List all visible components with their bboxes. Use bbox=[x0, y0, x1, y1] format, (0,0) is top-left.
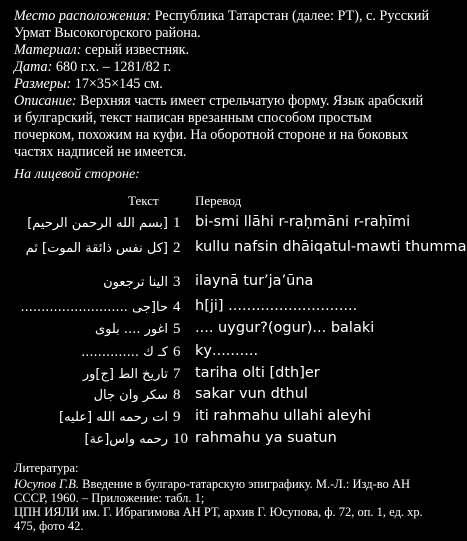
inscription-line-number: 2 bbox=[173, 240, 181, 256]
inscription-line-number: 7 bbox=[173, 366, 181, 382]
inscription-arabic-text: [بسم الله الرحمن الرحيم] bbox=[27, 216, 168, 231]
date-paragraph bbox=[14, 59, 430, 76]
material-label: Материал: bbox=[14, 42, 82, 58]
inscription-translation: iti rahmahu ullahi aleyhi bbox=[195, 408, 371, 424]
inscription-arabic-text: ات رحمه الله [عليه] bbox=[59, 410, 168, 425]
inscription-line-number: 8 bbox=[173, 387, 181, 403]
dimensions-text: 17×35×145 см. bbox=[74, 76, 163, 92]
inscription-translation: sakar vun dthul bbox=[195, 386, 308, 402]
date-text: 680 г.х. – 1281/82 г. bbox=[55, 59, 172, 75]
front-side-heading: На лицевой стороне: bbox=[14, 167, 140, 182]
literature-label: Литература: bbox=[14, 461, 79, 475]
inscription-line-number: 5 bbox=[173, 321, 181, 337]
column-header-text: Текст bbox=[128, 193, 159, 208]
inscription-translation: tariha olti [dth]er bbox=[195, 365, 320, 381]
date-label: Дата: bbox=[14, 59, 53, 75]
inscription-row bbox=[0, 272, 437, 296]
inscription-translation: ilaynā tur’ja’ūna bbox=[195, 273, 314, 289]
inscription-line-number: 9 bbox=[173, 409, 181, 425]
inscription-translation: kullu nafsin dhāiqatul-mawti thumma bbox=[195, 239, 467, 255]
dimensions-paragraph bbox=[14, 76, 430, 93]
material-paragraph bbox=[14, 42, 430, 59]
inscription-arabic-text: اغور .... بلوى bbox=[94, 322, 168, 337]
inscription-row bbox=[0, 238, 467, 262]
inscription-row bbox=[0, 407, 437, 431]
location-text: Республика Татарстан (далее: РТ), с. Русский Урмат Высокогорского района. bbox=[14, 8, 430, 41]
inscription-arabic-text: كـ ك .............. bbox=[81, 345, 168, 360]
inscription-translation: rahmahu ya suatun bbox=[195, 430, 337, 446]
inscription-translation: bi-smi llāhi r-raḥmāni r-raḥīmi bbox=[195, 214, 411, 230]
location-paragraph bbox=[14, 8, 430, 42]
literature-entry-2: ЦПН ИЯЛИ им. Г. Ибрагимова АН РТ, архив Г. Юсупова, ф. 72, оп. 1, ед. хр. 475, фото 42. bbox=[14, 505, 423, 533]
inscription-row bbox=[0, 385, 437, 409]
description-label: Описание: bbox=[14, 93, 77, 109]
literature-entry-1-author: Юсупов Г.В. bbox=[14, 477, 80, 491]
inscription-row bbox=[0, 319, 437, 343]
inscription-arabic-text: رحمه واس[عة] bbox=[84, 432, 168, 447]
inscription-line-number: 10 bbox=[173, 431, 188, 447]
literature-entry-1 bbox=[14, 477, 434, 505]
inscription-translation: .... uygur?(ogur)... balaki bbox=[195, 320, 375, 336]
inscription-line-number: 6 bbox=[173, 344, 181, 360]
literature-entry-1-text: Введение в булгаро-татарскую эпиграфику. М.-Л.: Изд-во АН СССР, 1960. – Приложение: табл. 1; bbox=[14, 477, 410, 505]
inscription-line-number: 1 bbox=[173, 215, 181, 231]
inscription-line-number: 4 bbox=[173, 299, 181, 315]
inscription-arabic-text: تاريخ الط [ج]ور bbox=[82, 367, 168, 382]
inscription-line-number: 3 bbox=[173, 274, 181, 290]
description-text: Верхняя часть имеет стрельчатую форму. Язык арабский и булгарский, текст написан врезанным способом простым почерком, похожим на куфи. На оборотной стороне и на боковых частях надписей не имеется. bbox=[14, 93, 424, 160]
description-paragraph bbox=[14, 93, 430, 161]
inscription-row bbox=[0, 429, 437, 453]
inscription-arabic-text: [كل نفس ذائقة الموت] ثم bbox=[25, 241, 168, 256]
inscription-arabic-text: حا[جى .......................... bbox=[20, 300, 168, 315]
column-header-translation: Перевод bbox=[195, 193, 242, 208]
material-text: серый известняк. bbox=[85, 42, 190, 58]
inscription-row bbox=[0, 213, 437, 237]
inscription-row bbox=[0, 342, 437, 366]
inscription-translation: kу.......... bbox=[195, 343, 259, 359]
inscription-row bbox=[0, 297, 437, 321]
inscription-arabic-text: الينا ترجعون bbox=[103, 275, 168, 290]
dimensions-label: Размеры: bbox=[14, 76, 72, 92]
location-label: Место расположения: bbox=[14, 8, 152, 24]
inscription-translation: h[ji] ............................ bbox=[195, 298, 358, 314]
inscription-arabic-text: سكر وان جال bbox=[93, 388, 168, 403]
